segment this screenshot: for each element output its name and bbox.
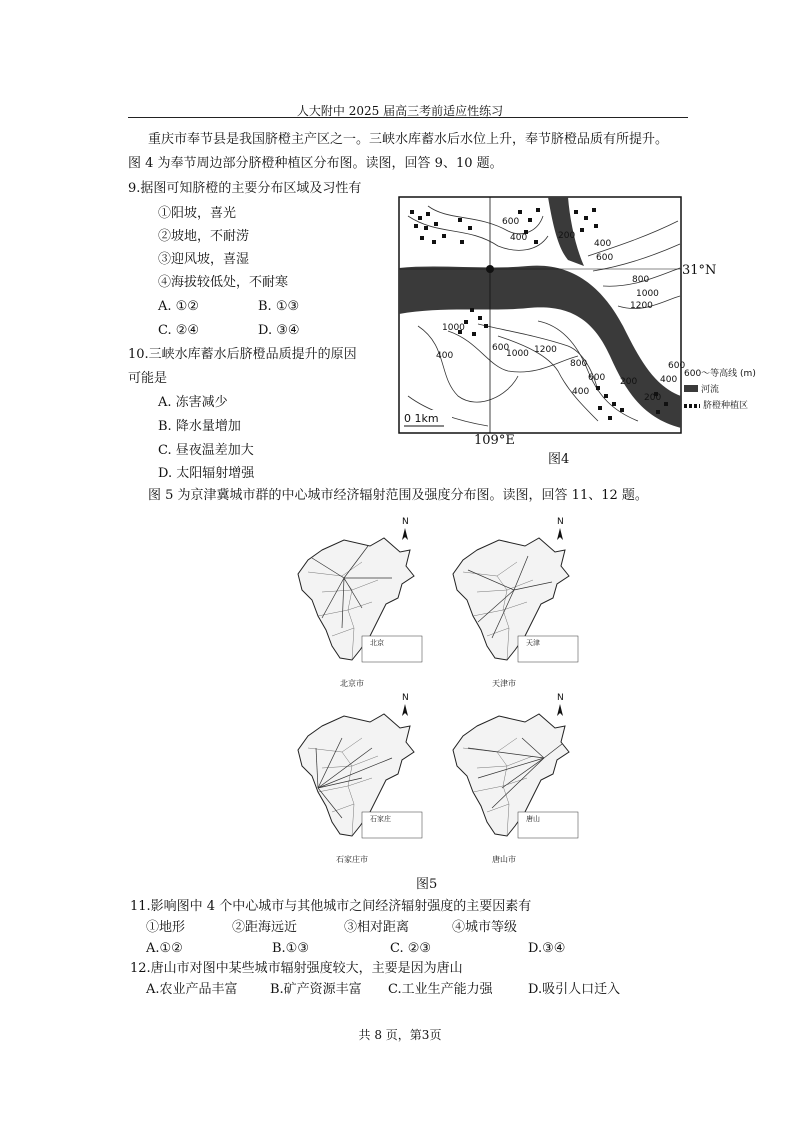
q11-option-c: C. ②③ (390, 941, 432, 956)
orchard-icon (684, 404, 700, 408)
panel-city-label: 唐山 (526, 815, 540, 823)
north-label: N (557, 517, 564, 527)
contour-label: 800 (632, 275, 650, 285)
q11-stem: 11.影响图中 4 个中心城市与其他城市之间经济辐射强度的主要因素有 (130, 899, 532, 914)
q10-option-c: C. 昼夜温差加大 (158, 443, 254, 458)
q11-item-1: ①地形 (146, 920, 186, 935)
contour-label: 400 (572, 387, 590, 397)
north-label: N (402, 517, 409, 527)
contour-label: 600 (502, 217, 520, 227)
panel-sub-caption: 天津市 (492, 679, 516, 688)
q12-option-a: A.农业产品丰富 (146, 982, 238, 997)
contour-label: 1200 (630, 301, 653, 311)
figure-4-legend (684, 366, 756, 414)
legend-contour: 600～等高线 (m) (684, 369, 756, 379)
panel-sub-caption: 北京市 (340, 679, 364, 688)
intro-line-2: 图 4 为奉节周边部分脐橙种植区分布图。读图，回答 9、10 题。 (128, 156, 503, 171)
contour-label: 400 (594, 239, 612, 249)
contour-label: 800 (570, 359, 588, 369)
panel-beijing (298, 538, 422, 662)
panel-city-label: 石家庄 (370, 815, 391, 823)
contour-label: 600 (492, 343, 510, 353)
contour-label: 200 (558, 231, 576, 241)
north-label: N (402, 693, 409, 703)
river-icon (684, 385, 698, 392)
q11-option-d: D.③④ (528, 941, 566, 956)
q11-item-3: ③相对距离 (344, 920, 410, 935)
q9-item-3: ③迎风坡，喜湿 (158, 252, 250, 267)
q10-stem-1: 10.三峡水库蓄水后脐橙品质提升的原因 (128, 347, 357, 362)
longitude-label: 109°E (474, 433, 515, 448)
contour-label: 1000 (442, 323, 465, 333)
figure-4-caption: 图4 (548, 452, 570, 467)
north-arrow-icon (557, 704, 563, 716)
contour-label: 1200 (534, 345, 557, 355)
contour-label: 400 (660, 375, 678, 385)
header-rule (128, 117, 688, 118)
q10-option-a: A. 冻害减少 (158, 395, 228, 410)
q11-item-2: ②距海远近 (232, 920, 298, 935)
latitude-label: 31°N (682, 263, 717, 278)
legend-river: 河流 (684, 382, 756, 398)
contour-label: 200 (644, 393, 662, 403)
q9-item-4: ④海拔较低处，不耐寒 (158, 275, 289, 290)
figure-5-map-grid (282, 518, 592, 868)
scale-label: 0 1km (404, 412, 439, 425)
panel-sub-caption: 石家庄市 (336, 855, 368, 864)
q9-item-1: ①阳坡，喜光 (158, 206, 237, 221)
legend-orchard: 脐橙种植区 (684, 398, 756, 414)
q9-option-d: D. ③④ (258, 323, 300, 338)
north-arrow-icon (402, 528, 408, 540)
contour-label: 600 (668, 361, 686, 371)
panel-tianjin (453, 538, 578, 662)
q10-option-d: D. 太阳辐射增强 (158, 466, 255, 481)
intro2-text: 图 5 为京津冀城市群的中心城市经济辐射范围及强度分布图。读图，回答 11、12 题。 (148, 488, 648, 503)
page-header: 人大附中 2025 届高三考前适应性练习 (296, 104, 504, 118)
q11-option-b: B.①③ (272, 941, 309, 956)
contour-label: 400 (510, 233, 528, 243)
q10-option-b: B. 降水量增加 (158, 419, 241, 434)
q12-option-c: C.工业生产能力强 (388, 982, 493, 997)
north-arrow-icon (557, 528, 563, 540)
north-label: N (557, 693, 564, 703)
q11-option-a: A.①② (146, 941, 183, 956)
contour-label: 1000 (506, 349, 529, 359)
panel-city-label: 天津 (526, 639, 540, 647)
q9-option-a: A. ①② (158, 299, 199, 314)
figure-4-contour-map (398, 196, 686, 434)
contour-label: 600 (596, 253, 614, 263)
contour-label: 200 (620, 377, 638, 387)
panel-shijiazhuang (298, 714, 422, 838)
contour-label: 400 (436, 351, 454, 361)
north-arrow-icon (402, 704, 408, 716)
intro-line-1: 重庆市奉节县是我国脐橙主产区之一。三峡水库蓄水后水位上升，奉节脐橙品质有所提升。 (148, 132, 669, 147)
q9-option-c: C. ②④ (158, 323, 200, 338)
q9-item-2: ②坡地，不耐涝 (158, 229, 250, 244)
q12-option-d: D.吸引人口迁入 (528, 982, 621, 997)
q12-option-b: B.矿产资源丰富 (270, 982, 362, 997)
contour-label: 1000 (636, 289, 659, 299)
q10-stem-2: 可能是 (128, 371, 168, 386)
panel-city-label: 北京 (370, 639, 384, 647)
figure-5-caption: 图5 (416, 877, 438, 892)
q11-item-4: ④城市等级 (452, 920, 518, 935)
page-footer: 共 8 页，第3页 (358, 1028, 442, 1042)
contour-label: 600 (588, 373, 606, 383)
q12-stem: 12.唐山市对图中某些城市辐射强度较大，主要是因为唐山 (130, 961, 463, 976)
q9-stem: 9.据图可知脐橙的主要分布区域及习性有 (128, 181, 362, 196)
q9-option-b: B. ①③ (258, 299, 300, 314)
panel-tangshan (453, 714, 578, 838)
panel-sub-caption: 唐山市 (492, 855, 516, 864)
